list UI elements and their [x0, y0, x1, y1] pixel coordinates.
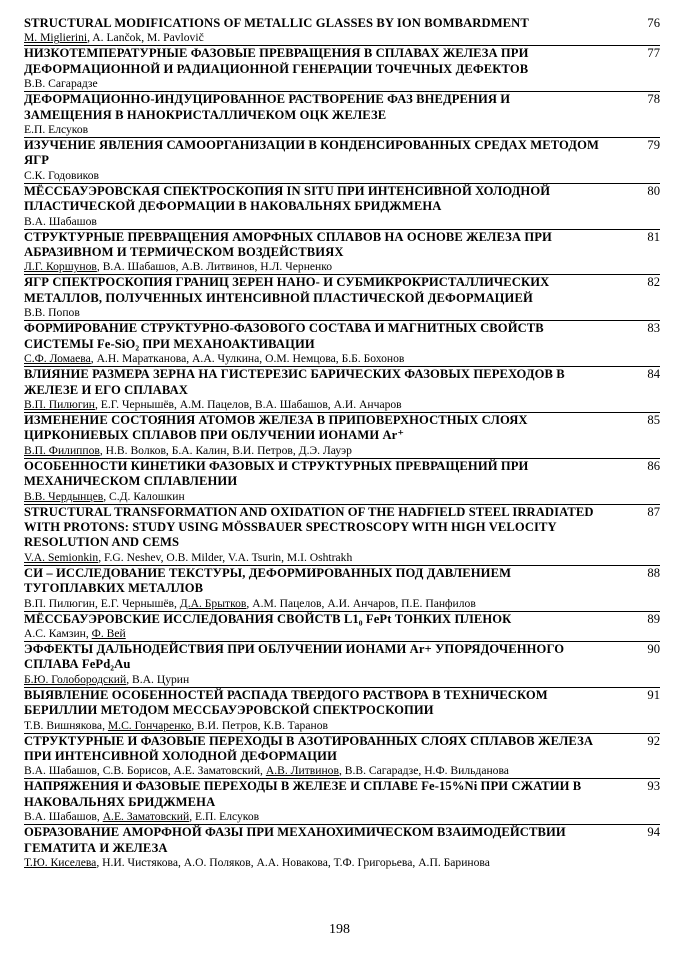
author: В.А. Шабашов — [254, 397, 328, 411]
page-ref: 90 — [647, 641, 660, 656]
page-ref: 79 — [647, 138, 660, 153]
toc-entry — [24, 366, 660, 412]
toc-entry-body — [24, 92, 630, 137]
article-title: ЭФФЕКТЫ ДАЛЬНОДЕЙСТВИЯ ПРИ ОБЛУЧЕНИИ ИОНАМИ Ar+ УПОРЯДОЧЕННОГО СПЛАВА FePd₂Au — [24, 641, 565, 672]
author: А.И. Анчаров — [333, 397, 402, 411]
presenting-author: В.В. Чердынцев — [24, 489, 104, 503]
author: С.Д. Калошкин — [109, 489, 185, 503]
author: Д.Э. Лауэр — [298, 443, 352, 457]
page-ref: 94 — [647, 825, 660, 840]
article-title: МЁССБАУЭРОВСКАЯ СПЕКТРОСКОПИЯ IN SITU ПРИ ИНТЕНСИВНОЙ ХОЛОДНОЙ ПЛАСТИЧЕСКОЙ ДЕФОРМАЦИИ В НАКОВАЛЬНЯХ БРИДЖМЕНА — [24, 183, 551, 214]
article-title: ДЕФОРМАЦИОННО-ИНДУЦИРОВАННОЕ РАСТВОРЕНИЕ ФАЗ ВНЕДРЕНИЯ И ЗАМЕЩЕНИЯ В НАНОКРИСТАЛЛИЧЕКОМ ОЦК ЖЕЛЕЗЕ — [24, 92, 511, 122]
author: А.М. Пацелов — [179, 397, 250, 411]
author: Е.П. Елсуков — [24, 123, 89, 137]
page-ref: 89 — [647, 611, 660, 626]
author: П.Е. Панфилов — [401, 596, 476, 610]
toc-entry-body — [24, 566, 630, 611]
presenting-author: С.Ф. Ломаева — [24, 352, 91, 366]
author: С.В. Борисов — [102, 764, 168, 778]
article-authors: В.В. Чердынцев, С.Д. Калошкин — [24, 489, 185, 503]
page-ref: 81 — [647, 229, 660, 244]
page-ref: 76 — [647, 16, 660, 30]
article-title: СТРУКТУРНЫЕ И ФАЗОВЫЕ ПЕРЕХОДЫ В АЗОТИРОВАННЫХ СЛОЯХ СПЛАВОВ ЖЕЛЕЗА ПРИ ИНТЕНСИВНОЙ ХОЛОДНОЙ ДЕФОРМАЦИИ — [24, 733, 594, 763]
toc-entry-body — [24, 642, 630, 687]
toc-entry-body — [24, 825, 630, 870]
toc-entry-body — [24, 734, 630, 779]
author: В.И. Петров — [232, 443, 293, 457]
article-title: ОСОБЕННОСТИ КИНЕТИКИ ФАЗОВЫХ И СТРУКТУРНЫХ ПРЕВРАЩЕНИЙ ПРИ МЕХАНИЧЕСКОМ СПЛАВЛЕНИИ — [24, 458, 529, 489]
article-authors: Т.В. Вишнякова, М.С. Гончаренко, В.И. Петров, К.В. Таранов — [24, 718, 328, 732]
presenting-author: В.П. Пилюгин — [24, 397, 95, 411]
toc-entry-body — [24, 505, 630, 565]
author: M.I. Oshtrakh — [286, 550, 353, 564]
toc-entry-body — [24, 612, 630, 641]
article-authors: В.А. Шабашов, С.В. Борисов, А.Е. Заматовский, А.В. Литвинов, В.В. Сагарадзе, Н.Ф. Вильданова — [24, 764, 509, 778]
author: С.К. Годовиков — [24, 168, 99, 182]
page-ref: 82 — [647, 275, 660, 290]
author: O.B. Milder — [166, 550, 223, 564]
presenting-author: В.П. Филиппов — [24, 443, 100, 457]
article-title: СТРУКТУРНЫЕ ПРЕВРАЩЕНИЯ АМОРФНЫХ СПЛАВОВ НА ОСНОВЕ ЖЕЛЕЗА ПРИ АБРАЗИВНОМ И ТЕРМИЧЕСКОМ ВОЗДЕЙСТВИЯХ — [24, 229, 552, 260]
presenting-author: Д.А. Брытков — [179, 596, 247, 610]
presenting-author: V.A. Semionkin — [24, 550, 99, 564]
toc-entry — [24, 274, 660, 320]
toc-entry — [24, 733, 660, 779]
page-ref: 84 — [647, 367, 660, 382]
page-ref: 80 — [647, 183, 660, 198]
presenting-author: Ф. Вей — [91, 626, 126, 640]
presenting-author: А.Е. Заматовский — [102, 810, 190, 824]
article-authors: С.Ф. Ломаева, А.Н. Маратканова, А.А. Чулкина, О.М. Немцова, Б.Б. Бохонов — [24, 352, 405, 366]
author: К.В. Таранов — [263, 718, 328, 732]
toc-entry — [24, 565, 660, 611]
toc-entry — [24, 183, 660, 229]
author: A. Lančok — [92, 31, 142, 45]
author: Б.А. Калин — [171, 443, 227, 457]
author: Н.Ф. Вильданова — [424, 764, 509, 778]
author: Н.Л. Черненко — [260, 260, 333, 274]
article-authors: В.А. Шабашов, А.Е. Заматовский, Е.П. Елсуков — [24, 810, 260, 824]
author: В.П. Пилюгин — [24, 596, 95, 610]
author: А.А. Чулкина — [192, 352, 260, 366]
article-authors — [24, 169, 600, 183]
author: А.М. Пацелов — [252, 596, 322, 610]
author: В.А. Цурин — [132, 672, 190, 686]
toc-entry — [24, 16, 660, 45]
author: О.М. Немцова — [265, 352, 336, 366]
toc-entry — [24, 641, 660, 687]
presenting-author: M. Miglierini — [24, 31, 88, 45]
article-title: МЁССБАУЭРОВСКИЕ ИССЛЕДОВАНИЯ СВОЙСТВ L1₀ FePt ТОНКИХ ПЛЕНОК — [24, 611, 512, 626]
article-authors — [24, 306, 600, 320]
page-ref: 85 — [647, 412, 660, 427]
article-authors: V.A. Semionkin, F.G. Neshev, O.B. Milder, V.A. Tsurin, M.I. Oshtrakh — [24, 550, 353, 564]
toc-entry-body — [24, 138, 630, 183]
author: Е.Г. Чернышёв — [100, 596, 174, 610]
article-title: STRUCTURAL MODIFICATIONS OF METALLIC GLASSES BY ION BOMBARDMENT — [24, 16, 529, 30]
toc-entry-body — [24, 46, 630, 91]
toc-entry — [24, 824, 660, 870]
article-title: СИ – ИССЛЕДОВАНИЕ ТЕКСТУРЫ, ДЕФОРМИРОВАННЫХ ПОД ДАВЛЕНИЕМ ТУГОПЛАВКИХ МЕТАЛЛОВ — [24, 565, 512, 596]
page-number: 198 — [329, 922, 350, 937]
author: В.А. Шабашов — [24, 764, 97, 778]
author: А.В. Литвинов — [181, 260, 255, 274]
page-ref: 77 — [647, 46, 660, 61]
article-authors: M. Miglierini, A. Lančok, M. Pavlovič — [24, 31, 204, 45]
toc-entry-body — [24, 184, 630, 229]
article-title: ВЫЯВЛЕНИЕ ОСОБЕННОСТЕЙ РАСПАДА ТВЕРДОГО РАСТВОРА В ТЕХНИЧЕСКОМ БЕРИЛЛИИ МЕТОДОМ МЕССБАУЭРОВСКОЙ СПЕКТРОСКОПИИ — [24, 687, 548, 718]
presenting-author: А.В. Литвинов — [265, 764, 339, 778]
author: А.С. Камзин — [24, 626, 86, 640]
author: Е.П. Елсуков — [195, 810, 260, 824]
page-ref: 83 — [647, 321, 660, 336]
author: Н.И. Чистякова — [102, 856, 178, 870]
article-title: ОБРАЗОВАНИЕ АМОРФНОЙ ФАЗЫ ПРИ МЕХАНОХИМИЧЕСКОМ ВЗАИМОДЕЙСТВИИ ГЕМАТИТА И ЖЕЛЕЗА — [24, 825, 566, 855]
toc-entry-body — [24, 16, 630, 45]
author: В.В. Попов — [24, 306, 80, 320]
article-authors: В.П. Пилюгин, Е.Г. Чернышёв, Д.А. Брытков, А.М. Пацелов, А.И. Анчаров, П.Е. Панфилов — [24, 596, 476, 610]
toc-entry — [24, 504, 660, 565]
article-authors: А.С. Камзин, Ф. Вей — [24, 626, 126, 640]
article-title: ФОРМИРОВАНИЕ СТРУКТУРНО-ФАЗОВОГО СОСТАВА И МАГНИТНЫХ СВОЙСТВ СИСТЕМЫ Fe-SiO₂ ПРИ МЕХАНОАКТИВАЦИИ — [24, 321, 544, 351]
toc-entry-body — [24, 275, 630, 320]
page-ref: 92 — [647, 733, 660, 748]
article-authors: В.П. Филиппов, Н.В. Волков, Б.А. Калин, В.И. Петров, Д.Э. Лауэр — [24, 443, 352, 457]
presenting-author: Л.Г. Коршунов — [24, 260, 97, 274]
author: В.В. Сагарадзе — [344, 764, 419, 778]
article-authors: Б.Ю. Голобородский, В.А. Цурин — [24, 672, 190, 686]
toc-entry — [24, 91, 660, 137]
article-authors: В.П. Пилюгин, Е.Г. Чернышёв, А.М. Пацелов, В.А. Шабашов, А.И. Анчаров — [24, 397, 402, 411]
author: А.О. Поляков — [183, 856, 251, 870]
author: А.Е. Заматовский — [173, 764, 261, 778]
toc-entry — [24, 137, 660, 183]
page-ref: 87 — [647, 504, 660, 519]
author: Т.Ф. Григорьева — [333, 856, 413, 870]
article-authors: Л.Г. Коршунов, В.А. Шабашов, А.В. Литвинов, Н.Л. Черненко — [24, 260, 333, 274]
toc-entry — [24, 687, 660, 733]
table-of-contents — [24, 16, 660, 870]
page-ref: 91 — [647, 687, 660, 702]
toc-entry-body — [24, 688, 630, 733]
author: В.А. Шабашов — [102, 260, 176, 274]
toc-entry — [24, 778, 660, 824]
article-authors — [24, 123, 600, 137]
toc-entry-body — [24, 459, 630, 504]
toc-entry — [24, 611, 660, 641]
author: Т.В. Вишнякова — [24, 718, 103, 732]
article-title: ВЛИЯНИЕ РАЗМЕРА ЗЕРНА НА ГИСТЕРЕЗИС БАРИЧЕСКИХ ФАЗОВЫХ ПЕРЕХОДОВ В ЖЕЛЕЗЕ И ЕГО СПЛАВАХ — [24, 367, 565, 397]
author: В.В. Сагарадзе — [24, 77, 98, 91]
article-title: НАПРЯЖЕНИЯ И ФАЗОВЫЕ ПЕРЕХОДЫ В ЖЕЛЕЗЕ И СПЛАВЕ Fe-15%Ni ПРИ СЖАТИИ В НАКОВАЛЬНЯХ БРИДЖМЕНА — [24, 779, 582, 809]
article-title: ИЗУЧЕНИЕ ЯВЛЕНИЯ САМООРГАНИЗАЦИИ В КОНДЕНСИРОВАННЫХ СРЕДАХ МЕТОДОМ ЯГР — [24, 138, 599, 168]
author: В.А. Шабашов — [24, 810, 97, 824]
author: F.G. Neshev — [103, 550, 161, 564]
author: А.П. Баринова — [418, 856, 490, 870]
page-ref: 88 — [647, 565, 660, 580]
article-authors: Т.Ю. Киселева, Н.И. Чистякова, А.О. Поляков, А.А. Новакова, Т.Ф. Григорьева, А.П. Баринова — [24, 856, 490, 870]
toc-entry — [24, 45, 660, 91]
toc-entry — [24, 229, 660, 275]
toc-entry — [24, 458, 660, 504]
article-title: ЯГР СПЕКТРОСКОПИЯ ГРАНИЦ ЗЕРЕН НАНО- И СУБМИКРОКРИСТАЛЛИЧЕСКИХ МЕТАЛЛОВ, ПОЛУЧЕННЫХ ИНТЕНСИВНОЙ ПЛАСТИЧЕСКОЙ ДЕФОРМАЦИЕЙ — [24, 275, 550, 305]
page-ref: 93 — [647, 779, 660, 794]
article-authors — [24, 77, 600, 91]
author: А.И. Анчаров — [327, 596, 396, 610]
presenting-author: Б.Ю. Голобородский — [24, 672, 127, 686]
article-title: ИЗМЕНЕНИЕ СОСТОЯНИЯ АТОМОВ ЖЕЛЕЗА В ПРИПОВЕРХНОСТНЫХ СЛОЯХ ЦИРКОНИЕВЫХ СПЛАВОВ ПРИ ОБЛУЧЕНИИ ИОНАМИ Ar⁺ — [24, 412, 528, 443]
toc-entry — [24, 412, 660, 458]
toc-entry-body — [24, 367, 630, 412]
article-authors — [24, 215, 600, 229]
toc-entry-body — [24, 779, 630, 824]
author: В.И. Петров — [197, 718, 258, 732]
author: В.А. Шабашов — [24, 214, 97, 228]
toc-entry-body — [24, 321, 630, 366]
article-title: STRUCTURAL TRANSFORMATION AND OXIDATION OF THE HADFIELD STEEL IRRADIATED WITH PROTONS: STUDY USING MÖSSBAUER SPECTROSCOPY WITH HIGH VELOCITY RESOLUTION AND CEMS — [24, 504, 594, 550]
presenting-author: Т.Ю. Киселева — [24, 856, 97, 870]
author: Б.Б. Бохонов — [341, 352, 405, 366]
article-title: НИЗКОТЕМПЕРАТУРНЫЕ ФАЗОВЫЕ ПРЕВРАЩЕНИЯ В СПЛАВАХ ЖЕЛЕЗА ПРИ ДЕФОРМАЦИОННОЙ И РАДИАЦИОННОЙ ГЕНЕРАЦИИ ТОЧЕЧНЫХ ДЕФЕКТОВ — [24, 46, 529, 76]
presenting-author: М.С. Гончаренко — [107, 718, 192, 732]
page-ref: 78 — [647, 92, 660, 107]
author: M. Pavlovič — [147, 31, 204, 45]
author: Н.В. Волков — [105, 443, 166, 457]
toc-entry-body — [24, 230, 630, 275]
author: А.А. Новакова — [256, 856, 328, 870]
author: V.A. Tsurin — [227, 550, 282, 564]
toc-entry-body — [24, 413, 630, 458]
author: А.Н. Маратканова — [96, 352, 187, 366]
toc-entry — [24, 320, 660, 366]
author: Е.Г. Чернышёв — [100, 397, 174, 411]
page-ref: 86 — [647, 458, 660, 473]
